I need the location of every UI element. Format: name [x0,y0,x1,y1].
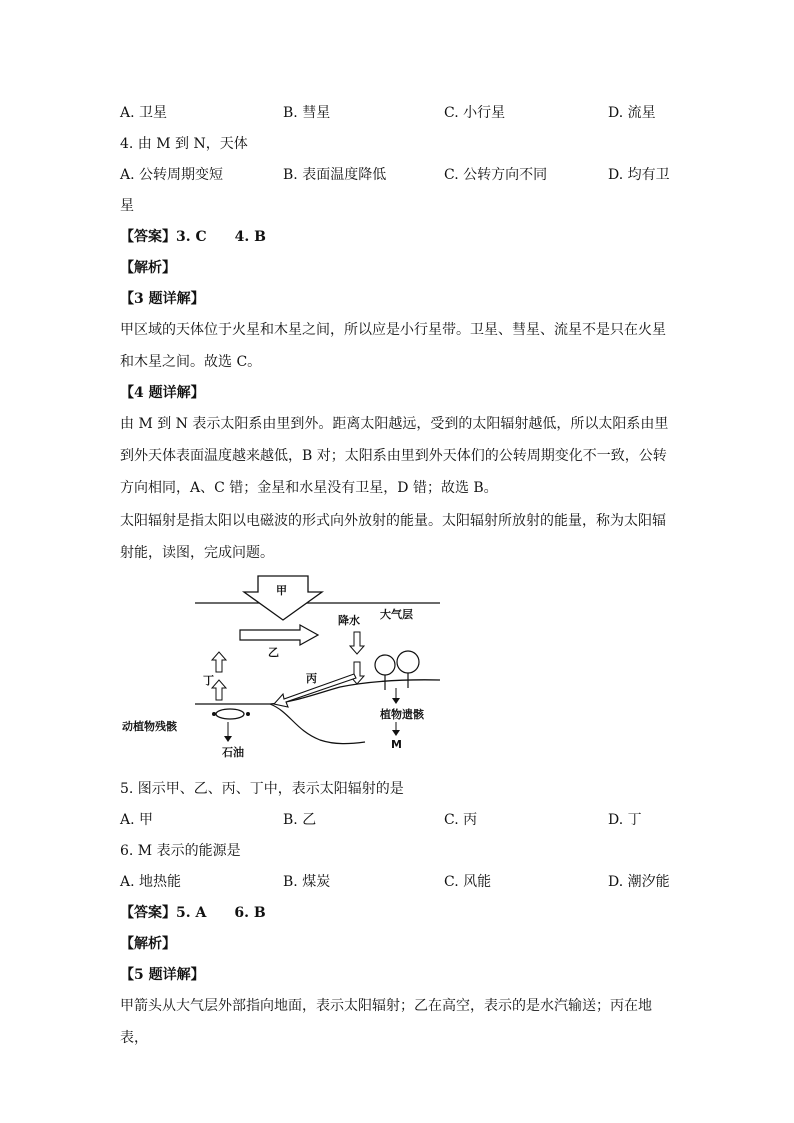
remains-right-label: 植物遗骸 [380,708,424,721]
ding-arrow-1 [212,652,226,672]
q6-option-a: A. 地热能 [120,874,182,890]
ding-label: 丁 [203,674,214,687]
q3-option-a: A. 卫星 [120,105,168,121]
q5-option-a: A. 甲 [120,812,154,828]
q5-option-d: D. 丁 [608,812,642,828]
intro-text: 太阳辐射是指太阳以电磁波的形式向外放射的能量。太阳辐射所放射的能量，称为太阳辐射能，读图，完成问题。 [120,513,666,561]
q4-option-c: C. 公转方向不同 [444,167,548,183]
jia-label: 甲 [276,584,287,597]
analysis-heading-2: 【解析】 [120,936,176,952]
q3-option-d: D. 流星 [608,105,656,121]
yi-arrow [240,625,318,645]
q5-option-c: C. 丙 [444,812,478,828]
q5-detail-text: 甲箭头从大气层外部指向地面，表示太阳辐射；乙在高空，表示的是水汽输送；丙在地表， [120,998,652,1046]
answer-3-4: 【答案】3. C 4. B [120,229,266,245]
q3-option-c: C. 小行星 [444,105,506,121]
q5-option-b: B. 乙 [283,812,317,828]
q4-detail-text: 由 M 到 N 表示太阳系由里到外。距离太阳越远，受到的太阳辐射越低，所以太阳系由里到外天体表面温度越来越低，B 对；太阳系由里到外天体们的公转周期变化不一致，公转方向相同，A、C 错；金星和水星没有卫星，D 错；故选 B。 [120,416,669,496]
q3-option-b: B. 彗星 [283,105,331,121]
q3-detail-heading: 【3 题详解】 [120,291,205,307]
atmosphere-label: 大气层 [380,608,413,621]
remains-left-label: 动植物残骸 [122,720,177,733]
yi-label: 乙 [268,646,279,659]
oil-label: 石油 [222,746,244,759]
q4-stem: 4. 由 M 到 N，天体 [120,136,248,152]
answer-5-6: 【答案】5. A 6. B [120,905,266,921]
basin-curve [270,704,365,744]
q3-detail-text: 甲区域的天体位于火星和木星之间，所以应是小行星带。卫星、彗星、流星不是只在火星和木星之间。故选 C。 [120,322,666,370]
q4-option-d-wrap: 星 [120,198,134,214]
q6-option-d: D. 潮汐能 [608,874,670,890]
rain-label-1: 降水 [338,614,360,627]
q4-detail-heading: 【4 题详解】 [120,385,205,401]
ding-arrow-2 [212,680,226,700]
rain-arrow-2 [350,662,364,684]
rain-arrow-1 [350,632,364,654]
q4-option-d: D. 均有卫 [608,167,670,183]
solar-radiation-diagram [110,572,450,767]
tree-icon [375,651,419,690]
q6-option-c: C. 风能 [444,874,492,890]
bing-label: 丙 [306,672,317,685]
ground-line [195,680,440,704]
q4-option-a: A. 公转周期变短 [120,167,224,183]
m-label: M [391,738,402,751]
analysis-heading-1: 【解析】 [120,260,176,276]
jia-arrow [244,576,322,620]
q6-stem: 6. M 表示的能源是 [120,843,241,859]
q5-stem: 5. 图示甲、乙、丙、丁中，表示太阳辐射的是 [120,781,404,797]
q6-option-b: B. 煤炭 [283,874,331,890]
q5-detail-heading: 【5 题详解】 [120,967,205,983]
remains-oval [216,709,244,719]
q4-option-b: B. 表面温度降低 [283,167,387,183]
